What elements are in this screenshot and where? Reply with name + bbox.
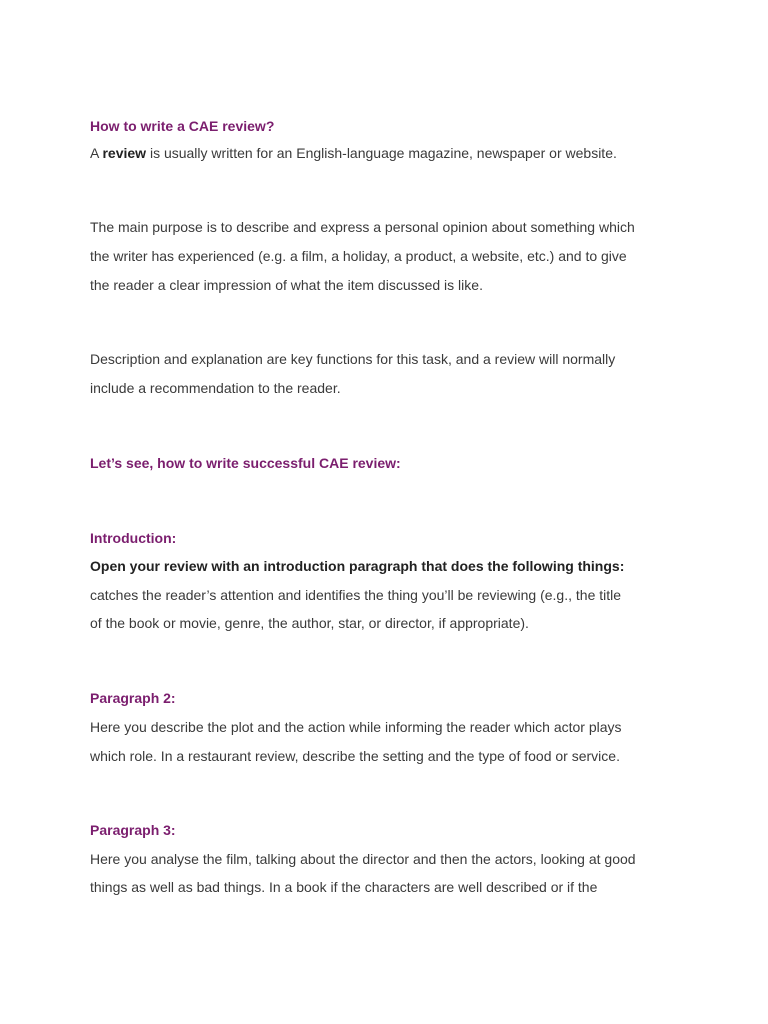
intro-prefix: A: [90, 145, 103, 161]
page-title: How to write a CAE review?: [90, 118, 275, 134]
section-heading-paragraph-2: Paragraph 2:: [90, 690, 176, 706]
introduction-line: catches the reader’s attention and identifies the thing you’ll be reviewing (e.g., the title: [90, 587, 622, 603]
paragraph-3-line: things as well as bad things. In a book if the characters are well described or if the: [90, 879, 598, 895]
description-line: Description and explanation are key functions for this task, and a review will normally: [90, 351, 616, 367]
purpose-line: the writer has experienced (e.g. a film, a holiday, a product, a website, etc.) and to give: [90, 248, 627, 264]
description-line: include a recommendation to the reader.: [90, 380, 341, 396]
intro-suffix: is usually written for an English-language magazine, newspaper or website.: [146, 145, 617, 161]
paragraph-2-line: which role. In a restaurant review, describe the setting and the type of food or service.: [90, 748, 620, 764]
paragraph-2-line: Here you describe the plot and the action while informing the reader which actor plays: [90, 719, 622, 735]
introduction-line: of the book or movie, genre, the author, star, or director, if appropriate).: [90, 615, 529, 631]
section-heading-introduction: Introduction:: [90, 530, 177, 546]
section-heading-paragraph-3: Paragraph 3:: [90, 822, 176, 838]
section-subtitle: Let’s see, how to write successful CAE review:: [90, 455, 401, 471]
introduction-bold-line: Open your review with an introduction paragraph that does the following things:: [90, 558, 625, 574]
purpose-line: The main purpose is to describe and express a personal opinion about something which: [90, 219, 635, 235]
purpose-line: the reader a clear impression of what the item discussed is like.: [90, 277, 483, 293]
intro-paragraph: [90, 144, 690, 162]
intro-bold-word: review: [102, 145, 147, 161]
paragraph-3-line: Here you analyse the film, talking about the director and then the actors, looking at good: [90, 851, 636, 867]
